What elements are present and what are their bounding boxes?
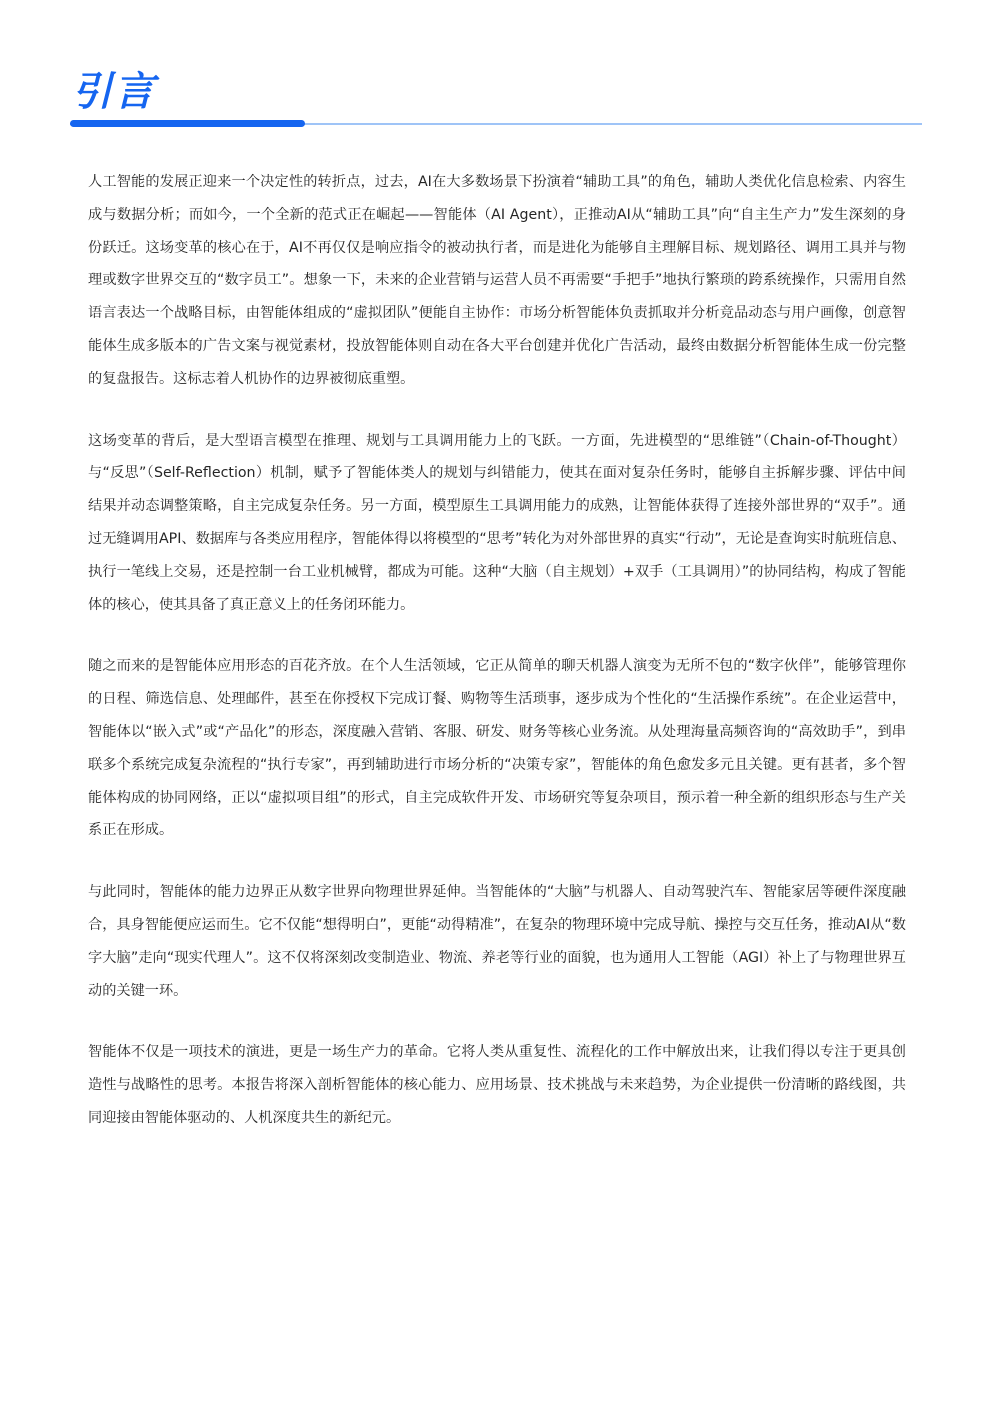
body-content (88, 166, 906, 1135)
paragraph-5: 智能体不仅是一项技术的演进，更是一场生产力的革命。它将人类从重复性、流程化的工作中解放出来，让我们得以专注于更具创造性与战略性的思考。本报告将深入剖析智能体的核心能力、应用场景、技术挑战与未来趋势，为企业提供一份清晰的路线图，共同迎接由智能体驱动的、人机深度共生的新纪元。 (88, 1044, 906, 1126)
paragraph-2: 这场变革的背后，是大型语言模型在推理、规划与工具调用能力上的飞跃。一方面，先进模型的“思维链”（Chain-of-Thought）与“反思”（Self-Reflection）机制，赋予了智能体类人的规划与纠错能力，使其在面对复杂任务时，能够自主拆解步骤、评估中间结果并动态调整策略，自主完成复杂任务。另一方面，模型原生工具调用能力的成熟，让智能体获得了连接外部世界的“双手”。通过无缝调用API、数据库与各类应用程序，智能体得以将模型的“思考”转化为对外部世界的真实“行动”，无论是查询实时航班信息、执行一笔线上交易，还是控制一台工业机械臂，都成为可能。这种“大脑（自主规划）+双手（工具调用）”的协同结构，构成了智能体的核心，使其具备了真正意义上的任务闭环能力。 (88, 432, 906, 613)
paragraph-4: 与此同时，智能体的能力边界正从数字世界向物理世界延伸。当智能体的“大脑”与机器人、自动驾驶汽车、智能家居等硬件深度融合，具身智能便应运而生。它不仅能“想得明白”，更能“动得精准”，在复杂的物理环境中完成导航、操控与交互任务，推动AI从“数字大脑”走向“现实代理人”。这不仅将深刻改变制造业、物流、养老等行业的面貌，也为通用人工智能（AGI）补上了与物理世界互动的关键一环。 (88, 884, 906, 999)
paragraph-3: 随之而来的是智能体应用形态的百花齐放。在个人生活领域，它正从简单的聊天机器人演变为无所不包的“数字伙伴”，能够管理你的日程、筛选信息、处理邮件，甚至在你授权下完成订餐、购物等生活琐事，逐步成为个性化的“生活操作系统”。在企业运营中，智能体以“嵌入式”或“产品化”的形态，深度融入营销、客服、研发、财务等核心业务流。从处理海量高频咨询的“高效助手”，到串联多个系统完成复杂流程的“执行专家”，再到辅助进行市场分析的“决策专家”，智能体的角色愈发多元且关键。更有甚者，多个智能体构成的协同网络，正以“虚拟项目组”的形式，自主完成软件开发、市场研究等复杂项目，预示着一种全新的组织形态与生产关系正在形成。 (88, 658, 906, 839)
page-title: 引言 (72, 69, 156, 115)
title-underline-accent (70, 120, 305, 127)
paragraph-1: 人工智能的发展正迎来一个决定性的转折点，过去，AI在大多数场景下扮演着“辅助工具”的角色，辅助人类优化信息检索、内容生成与数据分析；而如今，一个全新的范式正在崛起——智能体（AI Agent），正推动AI从“辅助工具”向“自主生产力”发生深刻的身份跃迁。这场变革的核心在于，AI不再仅仅是响应指令的被动执行者，而是进化为能够自主理解目标、规划路径、调用工具并与物理或数字世界交互的“数字员工”。想象一下，未来的企业营销与运营人员不再需要“手把手”地执行繁琐的跨系统操作，只需用自然语言表达一个战略目标，由智能体组成的“虚拟团队”便能自主协作：市场分析智能体负责抓取并分析竞品动态与用户画像，创意智能体生成多版本的广告文案与视觉素材，投放智能体则自动在各大平台创建并优化广告活动，最终由数据分析智能体生成一份完整的复盘报告。这标志着人机协作的边界被彻底重塑。 (88, 174, 906, 387)
